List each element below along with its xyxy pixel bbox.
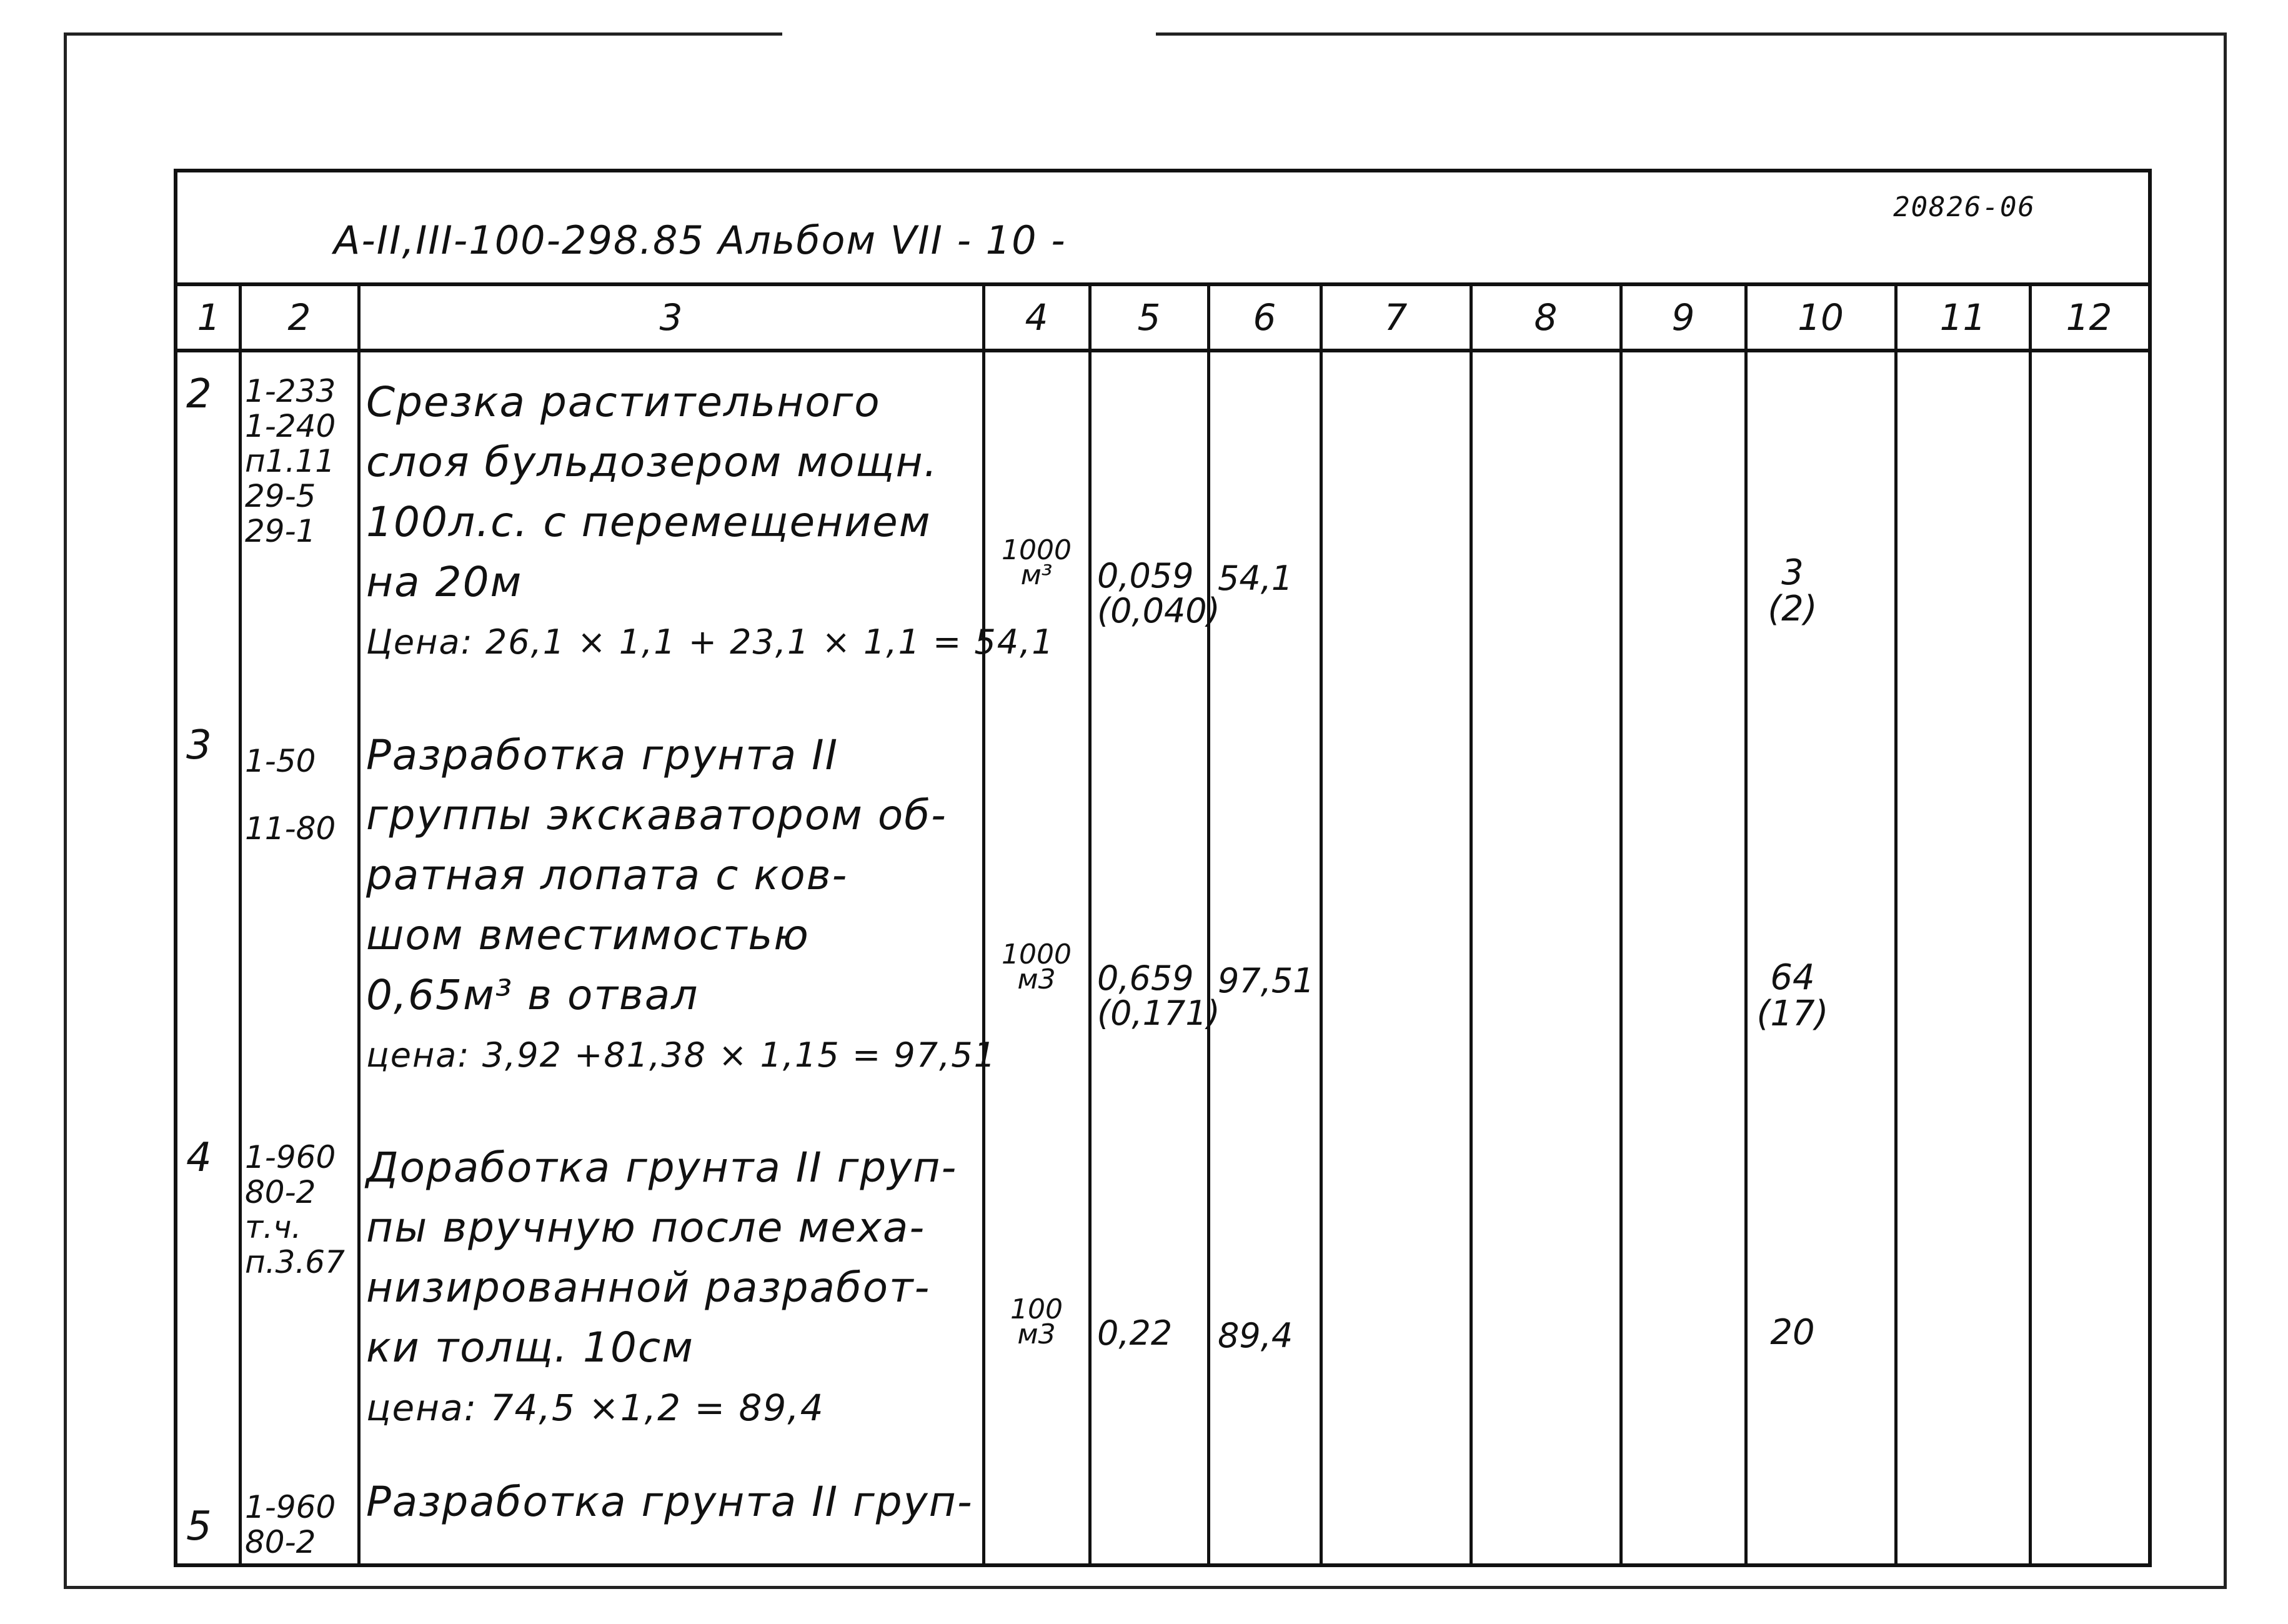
norm-code: 1-960 [245, 1489, 336, 1525]
unit-price: 54,1 [1218, 559, 1293, 598]
quantity-value: 0,659 [1097, 959, 1194, 998]
description-line: цена: 74,5 ×1,2 = 89,4 [366, 1387, 825, 1429]
unit-quantity: 1000 [1002, 534, 1072, 566]
work-description [366, 1138, 957, 1438]
norm-codes [245, 1140, 345, 1280]
norm-code: 1-50 [245, 743, 316, 779]
norm-codes [245, 1490, 336, 1560]
row-number: 2 [186, 371, 212, 417]
description-line: шом вместимостью [366, 911, 810, 959]
unit-price: 97,51 [1218, 961, 1315, 1000]
unit-quantity: 100 [1010, 1293, 1063, 1325]
work-description [366, 372, 1055, 672]
column-9-value [1746, 1312, 1839, 1353]
column-number: 11 [1939, 296, 1986, 339]
unit [990, 1293, 1083, 1350]
norm-code: 11-80 [245, 810, 336, 847]
description-line: на 20м [366, 558, 523, 606]
description-line: Доработка грунта II груп- [366, 1143, 958, 1192]
quantity [1097, 961, 1220, 1031]
column-divider [1894, 286, 1898, 1563]
column-9-main: 64 [1770, 957, 1815, 998]
description-line: Разработка грунта II груп- [366, 1478, 973, 1526]
document-title: А-II,III-100-298.85 Альбом VII - 10 - [334, 217, 1067, 263]
norm-codes [245, 727, 336, 862]
description-line: группы экскаватором об- [366, 791, 947, 839]
norm-code: 80-2 [245, 1524, 316, 1560]
quantity-sub-value: (0,171) [1097, 994, 1220, 1033]
column-9-value [1746, 957, 1839, 1034]
unit-measure: м³ [1020, 559, 1053, 591]
description-line: Разработка грунта II [366, 731, 839, 779]
row-number: 3 [186, 722, 212, 769]
description-line: ратная лопата с ков- [366, 851, 848, 899]
unit [990, 534, 1083, 591]
column-number: 4 [1025, 296, 1048, 339]
column-divider [1088, 286, 1092, 1563]
unit-quantity: 1000 [1002, 939, 1072, 970]
quantity [1097, 556, 1220, 630]
column-9-main: 3 [1781, 552, 1804, 593]
column-number: 7 [1384, 296, 1408, 339]
column-header-row [177, 286, 2148, 352]
column-9-sub: (2) [1768, 589, 1818, 629]
description-line: ки толщ. 10см [366, 1323, 694, 1372]
column-number: 12 [2066, 296, 2112, 339]
work-description [366, 1472, 973, 1532]
column-divider [1320, 286, 1323, 1563]
column-9-main: 20 [1770, 1312, 1815, 1353]
norm-code: 1-233 [245, 373, 336, 409]
column-9-value [1746, 552, 1839, 629]
quantity-value: 0,22 [1097, 1313, 1173, 1353]
column-divider [1619, 286, 1623, 1563]
column-divider [1207, 286, 1210, 1563]
norm-code: 1-960 [245, 1139, 336, 1175]
row-number: 5 [186, 1503, 212, 1550]
document-code: 20826-06 [1893, 191, 2036, 223]
unit [990, 939, 1083, 995]
row-number: 4 [186, 1135, 212, 1181]
column-divider [357, 286, 361, 1563]
description-line: 100л.с. с перемещением [366, 498, 932, 546]
description-line: Срезка растительного [366, 378, 881, 426]
norm-code: 1-240 [245, 408, 336, 444]
column-number: 3 [659, 296, 683, 339]
column-number: 1 [197, 296, 221, 339]
column-number: 2 [287, 296, 311, 339]
description-line: 0,65м³ в отвал [366, 971, 699, 1019]
column-number: 6 [1253, 296, 1276, 339]
unit-price: 89,4 [1218, 1316, 1293, 1355]
norm-codes [245, 374, 336, 549]
unit-measure: м3 [1017, 964, 1056, 995]
column-number: 10 [1798, 296, 1844, 339]
norm-code: 29-5 [245, 478, 316, 514]
norm-code: 80-2 [245, 1174, 316, 1210]
norm-code: п1.11 [245, 443, 336, 479]
column-divider [2029, 286, 2032, 1563]
norm-code: п.3.67 [245, 1244, 345, 1280]
norm-code: т.ч. [245, 1209, 302, 1245]
work-description [366, 725, 997, 1085]
description-line: слоя бульдозером мощн. [366, 438, 938, 486]
quantity-value: 0,059 [1097, 556, 1194, 595]
description-line: пы вручную после меха- [366, 1203, 926, 1252]
description-line: низированной разработ- [366, 1263, 931, 1312]
sheet-header [177, 172, 2148, 286]
column-divider [239, 286, 242, 1563]
column-number: 8 [1534, 296, 1558, 339]
description-line: Цена: 26,1 × 1,1 + 23,1 × 1,1 = 54,1 [366, 622, 1055, 662]
column-number: 5 [1137, 296, 1161, 339]
estimate-sheet [174, 169, 2152, 1567]
unit-measure: м3 [1017, 1318, 1056, 1350]
column-number: 9 [1671, 296, 1695, 339]
column-divider [1744, 286, 1748, 1563]
norm-code: 29-1 [245, 513, 316, 549]
quantity [1097, 1313, 1173, 1353]
quantity-sub-value: (0,040) [1097, 591, 1220, 630]
description-line: цена: 3,92 +81,38 × 1,15 = 97,51 [366, 1035, 997, 1075]
column-divider [1470, 286, 1473, 1563]
column-9-sub: (17) [1756, 994, 1829, 1034]
